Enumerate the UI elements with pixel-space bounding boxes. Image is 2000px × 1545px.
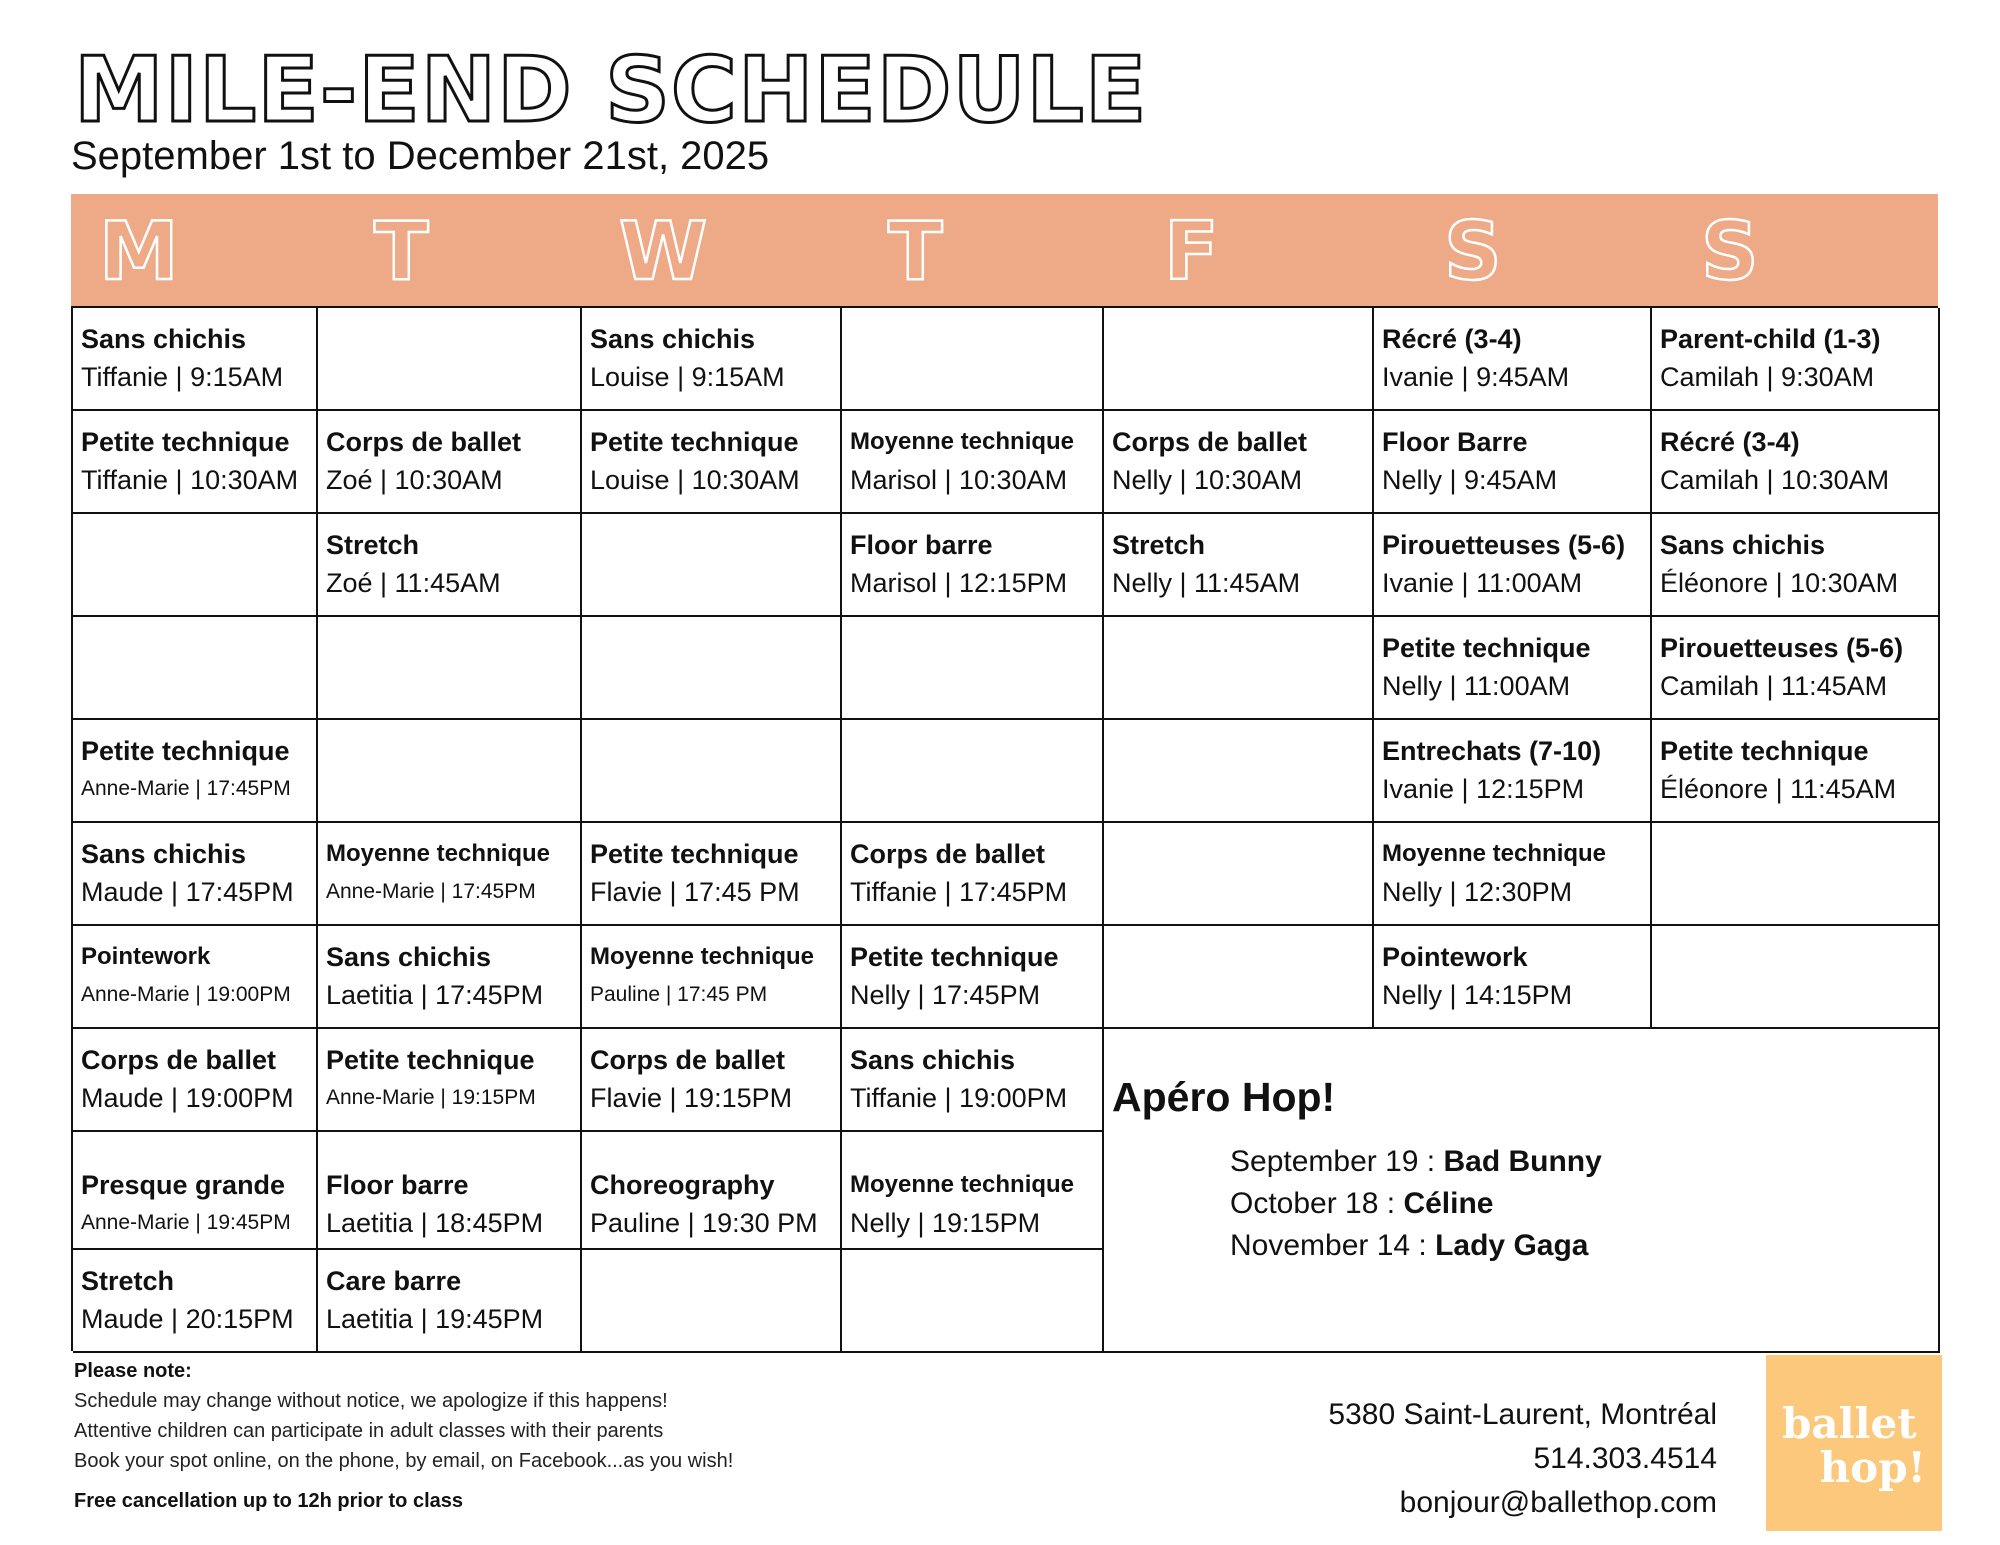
- class-name: Sans chichis: [81, 324, 247, 354]
- class-slot: [1652, 411, 1940, 514]
- class-name: Pointework: [81, 943, 211, 970]
- class-teacher-time: Flavie | 17:45 PM: [590, 877, 800, 907]
- apero-hop-panel: [1104, 1029, 1940, 1353]
- class-slot: [318, 1029, 582, 1132]
- class-name: Petite technique: [326, 1045, 535, 1075]
- empty-slot: [1652, 926, 1940, 1029]
- class-teacher-time: Camilah | 9:30AM: [1660, 362, 1875, 392]
- day-saturday: S: [1444, 205, 1502, 298]
- class-slot: [73, 720, 318, 823]
- class-slot: [1374, 514, 1652, 617]
- class-slot: [842, 514, 1104, 617]
- class-name: Stretch: [326, 530, 420, 560]
- class-slot: [1374, 308, 1652, 411]
- empty-slot: [582, 617, 842, 720]
- class-name: Choreography: [590, 1170, 775, 1200]
- class-name: Sans chichis: [326, 942, 492, 972]
- class-slot: [1652, 514, 1940, 617]
- class-slot: [582, 1029, 842, 1132]
- class-name: Corps de ballet: [1112, 427, 1308, 457]
- class-teacher-time: Tiffanie | 9:15AM: [81, 362, 284, 392]
- class-name: Pirouetteuses (5-6): [1382, 530, 1626, 560]
- empty-slot: [582, 720, 842, 823]
- weekday-header-band: [71, 194, 1938, 306]
- class-teacher-time: Laetitia | 17:45PM: [326, 980, 544, 1010]
- class-slot: [1374, 823, 1652, 926]
- class-name: Stretch: [1112, 530, 1206, 560]
- class-name: Petite technique: [1660, 736, 1869, 766]
- class-name: Corps de ballet: [850, 839, 1046, 869]
- empty-slot: [73, 617, 318, 720]
- ballet-hop-logo: [1766, 1355, 1942, 1531]
- class-name: Petite technique: [1382, 633, 1591, 663]
- class-name: Petite technique: [81, 736, 290, 766]
- apero-event-artist: Céline: [1403, 1187, 1494, 1220]
- class-teacher-time: Ivanie | 11:00AM: [1382, 568, 1583, 598]
- class-name: Entrechats (7-10): [1382, 736, 1602, 766]
- apero-event-artist: Bad Bunny: [1443, 1145, 1602, 1178]
- class-teacher-time: Nelly | 9:45AM: [1382, 465, 1558, 495]
- class-teacher-time: Tiffanie | 17:45PM: [850, 877, 1068, 907]
- class-teacher-time: Marisol | 10:30AM: [850, 465, 1068, 495]
- apero-event-date: November 14 :: [1230, 1229, 1436, 1262]
- day-wednesday: W: [619, 205, 708, 298]
- class-name: Stretch: [81, 1266, 175, 1296]
- class-slot: [73, 1250, 318, 1353]
- class-name: Presque grande: [81, 1170, 286, 1200]
- class-slot: [1104, 411, 1374, 514]
- empty-slot: [842, 1250, 1104, 1353]
- apero-event-list: [1230, 1141, 1602, 1267]
- schedule-grid: [71, 306, 1938, 1351]
- class-teacher-time: Louise | 9:15AM: [590, 362, 785, 392]
- class-name: Petite technique: [590, 427, 799, 457]
- empty-slot: [582, 514, 842, 617]
- empty-slot: [318, 720, 582, 823]
- empty-slot: [842, 617, 1104, 720]
- apero-event: [1230, 1183, 1602, 1225]
- class-slot: [73, 823, 318, 926]
- address: 5380 Saint-Laurent, Montréal: [1328, 1398, 1717, 1431]
- class-name: Moyenne technique: [850, 428, 1075, 455]
- class-teacher-time: Laetitia | 18:45PM: [326, 1208, 544, 1238]
- apero-event: [1230, 1141, 1602, 1183]
- class-slot: [73, 308, 318, 411]
- class-teacher-time: Anne-Marie | 17:45PM: [326, 880, 536, 903]
- class-teacher-time: Ivanie | 9:45AM: [1382, 362, 1570, 392]
- empty-slot: [1652, 823, 1940, 926]
- class-teacher-time: Louise | 10:30AM: [590, 465, 800, 495]
- class-slot: [842, 926, 1104, 1029]
- class-teacher-time: Zoé | 10:30AM: [326, 465, 503, 495]
- class-teacher-time: Maude | 20:15PM: [81, 1304, 294, 1334]
- empty-slot: [842, 720, 1104, 823]
- class-slot: [73, 411, 318, 514]
- class-teacher-time: Pauline | 19:30 PM: [590, 1208, 818, 1238]
- class-slot: [1374, 411, 1652, 514]
- class-name: Sans chichis: [590, 324, 756, 354]
- class-slot: [318, 926, 582, 1029]
- class-name: Floor barre: [850, 530, 993, 560]
- class-slot: [1652, 308, 1940, 411]
- class-slot: [318, 1250, 582, 1353]
- empty-slot: [582, 1250, 842, 1353]
- class-name: Care barre: [326, 1266, 462, 1296]
- class-teacher-time: Nelly | 14:15PM: [1382, 980, 1573, 1010]
- class-name: Corps de ballet: [326, 427, 522, 457]
- class-slot: [318, 1132, 582, 1250]
- class-name: Moyenne technique: [850, 1171, 1075, 1198]
- date-range-subtitle: September 1st to December 21st, 2025: [71, 134, 770, 178]
- class-slot: [1374, 617, 1652, 720]
- class-slot: [318, 514, 582, 617]
- class-slot: [842, 1029, 1104, 1132]
- empty-slot: [1104, 308, 1374, 411]
- empty-slot: [318, 308, 582, 411]
- class-teacher-time: Camilah | 10:30AM: [1660, 465, 1890, 495]
- class-slot: [1374, 926, 1652, 1029]
- notes-section: [74, 1356, 974, 1516]
- apero-event-date: October 18 :: [1230, 1187, 1404, 1220]
- note-line: Attentive children can participate in adult classes with their parents: [74, 1420, 664, 1442]
- class-slot: [1104, 514, 1374, 617]
- cancellation-note: Free cancellation up to 12h prior to class: [74, 1490, 463, 1512]
- empty-slot: [318, 617, 582, 720]
- class-slot: [582, 823, 842, 926]
- class-slot: [582, 308, 842, 411]
- empty-slot: [1104, 720, 1374, 823]
- class-teacher-time: Nelly | 17:45PM: [850, 980, 1041, 1010]
- note-line: Book your spot online, on the phone, by email, on Facebook...as you wish!: [74, 1450, 734, 1472]
- class-name: Sans chichis: [1660, 530, 1826, 560]
- class-teacher-time: Camilah | 11:45AM: [1660, 671, 1888, 701]
- empty-slot: [1104, 617, 1374, 720]
- class-name: Sans chichis: [850, 1045, 1016, 1075]
- class-teacher-time: Anne-Marie | 17:45PM: [81, 777, 291, 800]
- day-thursday: T: [888, 205, 943, 298]
- class-name: Petite technique: [850, 942, 1059, 972]
- empty-slot: [842, 308, 1104, 411]
- class-teacher-time: Pauline | 17:45 PM: [590, 983, 768, 1006]
- class-slot: [842, 411, 1104, 514]
- class-name: Floor Barre: [1382, 427, 1528, 457]
- phone-number[interactable]: 514.303.4514: [1533, 1442, 1717, 1475]
- empty-slot: [73, 514, 318, 617]
- class-name: Récré (3-4): [1660, 427, 1800, 457]
- class-teacher-time: Laetitia | 19:45PM: [326, 1304, 544, 1334]
- apero-hop-title: Apéro Hop!: [1112, 1074, 1336, 1120]
- class-slot: [73, 1132, 318, 1250]
- day-tuesday: T: [374, 205, 429, 298]
- class-teacher-time: Éléonore | 11:45AM: [1660, 774, 1897, 804]
- class-teacher-time: Nelly | 10:30AM: [1112, 465, 1303, 495]
- class-teacher-time: Zoé | 11:45AM: [326, 568, 501, 598]
- logo-text-ballet: ballet: [1782, 1399, 1917, 1448]
- apero-event-artist: Lady Gaga: [1435, 1229, 1589, 1262]
- class-slot: [318, 823, 582, 926]
- class-slot: [73, 1029, 318, 1132]
- class-teacher-time: Anne-Marie | 19:15PM: [326, 1086, 536, 1109]
- class-slot: [842, 1132, 1104, 1250]
- class-name: Moyenne technique: [326, 840, 551, 867]
- class-teacher-time: Maude | 19:00PM: [81, 1083, 294, 1113]
- empty-slot: [1104, 823, 1374, 926]
- class-slot: [1652, 720, 1940, 823]
- class-slot: [1652, 617, 1940, 720]
- day-friday: F: [1164, 205, 1219, 298]
- day-monday: M: [99, 205, 179, 298]
- class-name: Moyenne technique: [1382, 840, 1607, 867]
- class-teacher-time: Nelly | 19:15PM: [850, 1208, 1041, 1238]
- empty-slot: [1104, 926, 1374, 1029]
- logo-text-hop: hop!: [1819, 1443, 1926, 1492]
- note-line: Schedule may change without notice, we apologize if this happens!: [74, 1390, 668, 1412]
- class-teacher-time: Marisol | 12:15PM: [850, 568, 1068, 598]
- notes-heading: Please note:: [74, 1360, 192, 1382]
- class-name: Sans chichis: [81, 839, 247, 869]
- class-teacher-time: Nelly | 12:30PM: [1382, 877, 1573, 907]
- class-name: Pirouetteuses (5-6): [1660, 633, 1904, 663]
- class-name: Pointework: [1382, 942, 1528, 972]
- class-slot: [582, 411, 842, 514]
- class-slot: [842, 823, 1104, 926]
- class-slot: [582, 1132, 842, 1250]
- class-name: Récré (3-4): [1382, 324, 1522, 354]
- class-name: Petite technique: [81, 427, 290, 457]
- class-teacher-time: Tiffanie | 19:00PM: [850, 1083, 1068, 1113]
- class-teacher-time: Nelly | 11:00AM: [1382, 671, 1571, 701]
- class-name: Corps de ballet: [590, 1045, 786, 1075]
- class-name: Floor barre: [326, 1170, 469, 1200]
- class-name: Moyenne technique: [590, 943, 815, 970]
- class-slot: [582, 926, 842, 1029]
- class-slot: [73, 926, 318, 1029]
- class-slot: [318, 411, 582, 514]
- class-teacher-time: Éléonore | 10:30AM: [1660, 568, 1899, 598]
- page-title: MILE-END SCHEDULE: [74, 38, 1148, 143]
- class-teacher-time: Tiffanie | 10:30AM: [81, 465, 299, 495]
- apero-event: [1230, 1225, 1602, 1267]
- class-name: Parent-child (1-3): [1660, 324, 1881, 354]
- contact-block: [1328, 1393, 1717, 1525]
- class-name: Corps de ballet: [81, 1045, 277, 1075]
- class-teacher-time: Anne-Marie | 19:45PM: [81, 1211, 291, 1234]
- email-address[interactable]: bonjour@ballethop.com: [1399, 1486, 1717, 1519]
- class-teacher-time: Maude | 17:45PM: [81, 877, 294, 907]
- class-name: Petite technique: [590, 839, 799, 869]
- day-sunday: S: [1701, 205, 1759, 298]
- class-teacher-time: Anne-Marie | 19:00PM: [81, 983, 291, 1006]
- class-teacher-time: Flavie | 19:15PM: [590, 1083, 793, 1113]
- class-teacher-time: Nelly | 11:45AM: [1112, 568, 1301, 598]
- class-slot: [1374, 720, 1652, 823]
- apero-event-date: September 19 :: [1230, 1145, 1444, 1178]
- class-teacher-time: Ivanie | 12:15PM: [1382, 774, 1585, 804]
